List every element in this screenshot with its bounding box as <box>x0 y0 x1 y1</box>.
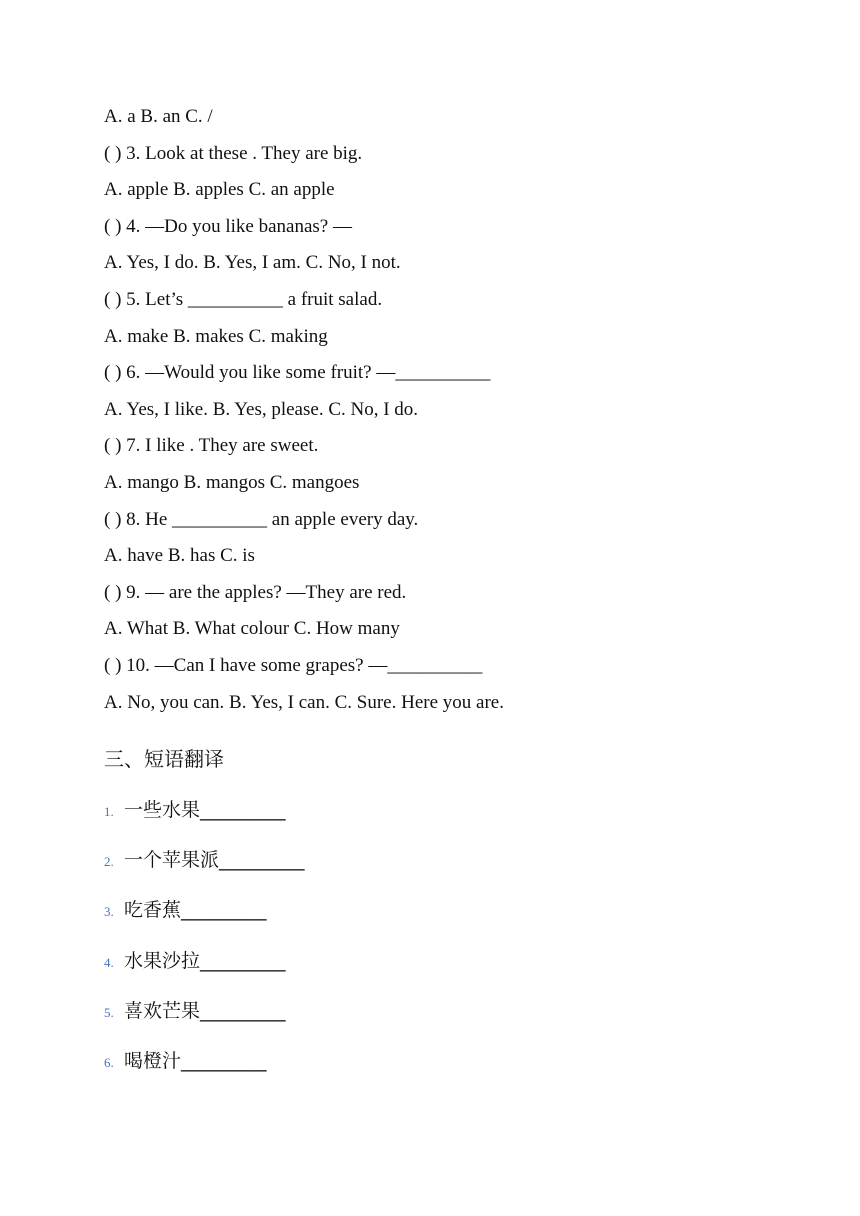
question-line: ( ) 3. Look at these . They are big. <box>104 142 363 164</box>
phrase-text: 一个苹果派_________ <box>124 849 305 872</box>
phrase-item <box>104 895 305 945</box>
option-line: A. No, you can. B. Yes, I can. C. Sure. Here you are. <box>104 691 504 713</box>
question-line: ( ) 8. He __________ an apple every day. <box>104 508 419 530</box>
phrase-number: 3. <box>104 904 114 920</box>
phrase-item <box>104 845 305 895</box>
phrase-text: 一些水果_________ <box>124 799 286 821</box>
phrase-text: 水果沙拉_________ <box>124 949 286 972</box>
phrase-text: 喝橙汁_________ <box>124 1049 267 1072</box>
question-line: ( ) 5. Let’s __________ a fruit salad. <box>104 288 383 310</box>
phrase-number: 2. <box>104 854 114 870</box>
option-line: A. apple B. apples C. an apple <box>104 179 335 201</box>
option-line: A. Yes, I like. B. Yes, please. C. No, I do. <box>104 398 419 420</box>
question-line: ( ) 9. — are the apples? —They are red. <box>104 581 407 603</box>
phrase-item <box>104 795 305 845</box>
phrase-text: 喜欢芒果_________ <box>124 999 286 1022</box>
option-line: A. have B. has C. is <box>104 545 255 567</box>
phrase-text: 吃香蕉_________ <box>124 899 267 922</box>
phrase-number: 4. <box>104 954 114 970</box>
phrase-item <box>104 1046 305 1096</box>
option-line: A. mango B. mangos C. mangoes <box>104 471 360 493</box>
phrase-item <box>104 946 305 996</box>
phrase-item <box>104 996 305 1046</box>
phrase-number: 6. <box>104 1054 114 1070</box>
question-line: ( ) 4. —Do you like bananas? — <box>104 215 352 237</box>
question-line: ( ) 7. I like . They are sweet. <box>104 435 319 457</box>
phrase-number: 1. <box>104 804 114 819</box>
phrase-number: 5. <box>104 1004 114 1020</box>
question-line: ( ) 10. —Can I have some grapes? —__________ <box>104 654 483 676</box>
section-title: 三、短语翻译 <box>104 747 224 771</box>
question-list <box>104 103 804 725</box>
option-line: A. a B. an C. / <box>104 106 213 127</box>
phrase-list <box>104 795 305 1096</box>
question-line: ( ) 6. —Would you like some fruit? —__________ <box>104 362 491 384</box>
option-line: A. What B. What colour C. How many <box>104 618 400 640</box>
option-line: A. make B. makes C. making <box>104 325 328 347</box>
option-line: A. Yes, I do. B. Yes, I am. C. No, I not. <box>104 252 401 274</box>
